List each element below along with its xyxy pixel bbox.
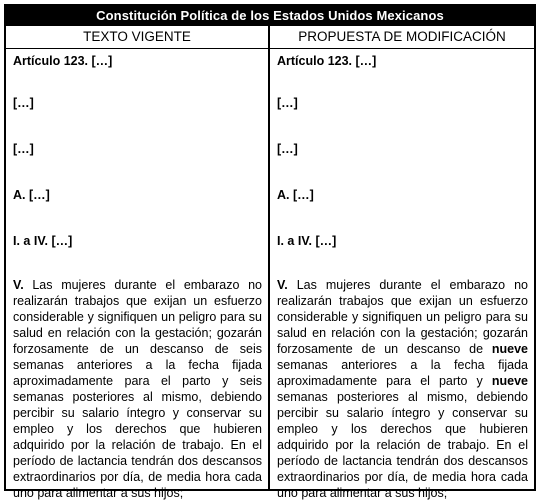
current-text-column — [6, 49, 270, 500]
ellipsis-fragment: […] — [13, 142, 34, 156]
highlighted-change: nueve — [491, 374, 528, 388]
fraction-v-paragraph — [13, 277, 262, 501]
paragraph-text: semanas posteriores al mismo, debiendo percibir su salario íntegro y conservar su empleo y los derechos que hubieren adquirido por la relación de trabajo. En el período de lactancia tendrán dos descansos extraordinarios por día, de media hora cada uno para alimentar a sus hijos; — [277, 390, 528, 500]
paragraph-text: Las mujeres durante el embarazo no realizarán trabajos que exijan un esfuerzo considerable y signifiquen un peligro para su salud en relación con la gestación; gozarán forzosamente de un descanso de — [277, 278, 528, 356]
fraction-v-paragraph — [277, 277, 528, 501]
column-headers — [6, 26, 534, 49]
column-header-current: TEXTO VIGENTE — [6, 26, 270, 48]
proposal-text-column — [270, 49, 534, 500]
fraction-label: V. — [13, 278, 24, 292]
ellipsis-fragment: […] — [277, 96, 298, 110]
paragraph-text: Las mujeres durante el embarazo no realizarán trabajos que exijan un esfuerzo considerable y signifiquen un peligro para su salud en relación con la gestación; gozarán forzosamente de un descanso de seis semanas anteriores a la fecha fijada aproximadamente para el parto y seis semanas posteriores al mismo, debiendo percibir su salario íntegro y conservar su empleo y los derechos que hubieren adquirido por la relación de trabajo. En el período de lactancia tendrán dos descansos extraordinarios por día, de media hora cada uno para alimentar a sus hijos; — [13, 278, 262, 500]
paragraph-text: semanas anteriores a la fecha fijada aproximadamente para el parto y — [277, 358, 528, 388]
highlighted-change: nueve — [491, 342, 528, 356]
ellipsis-fragment: […] — [277, 142, 298, 156]
comparison-table — [4, 4, 536, 500]
section-i-iv-heading: I. a IV. […] — [277, 234, 337, 248]
section-a-heading: A. […] — [13, 188, 50, 202]
article-heading: Artículo 123. […] — [13, 54, 113, 68]
article-heading: Artículo 123. […] — [277, 54, 377, 68]
columns-body — [6, 49, 534, 500]
ellipsis-fragment: […] — [13, 96, 34, 110]
section-a-heading: A. […] — [277, 188, 314, 202]
section-i-iv-heading: I. a IV. […] — [13, 234, 73, 248]
column-header-proposal: PROPUESTA DE MODIFICACIÓN — [298, 29, 506, 44]
table-title: Constitución Política de los Estados Unidos Mexicanos — [6, 6, 534, 26]
fraction-label: V. — [277, 278, 288, 292]
